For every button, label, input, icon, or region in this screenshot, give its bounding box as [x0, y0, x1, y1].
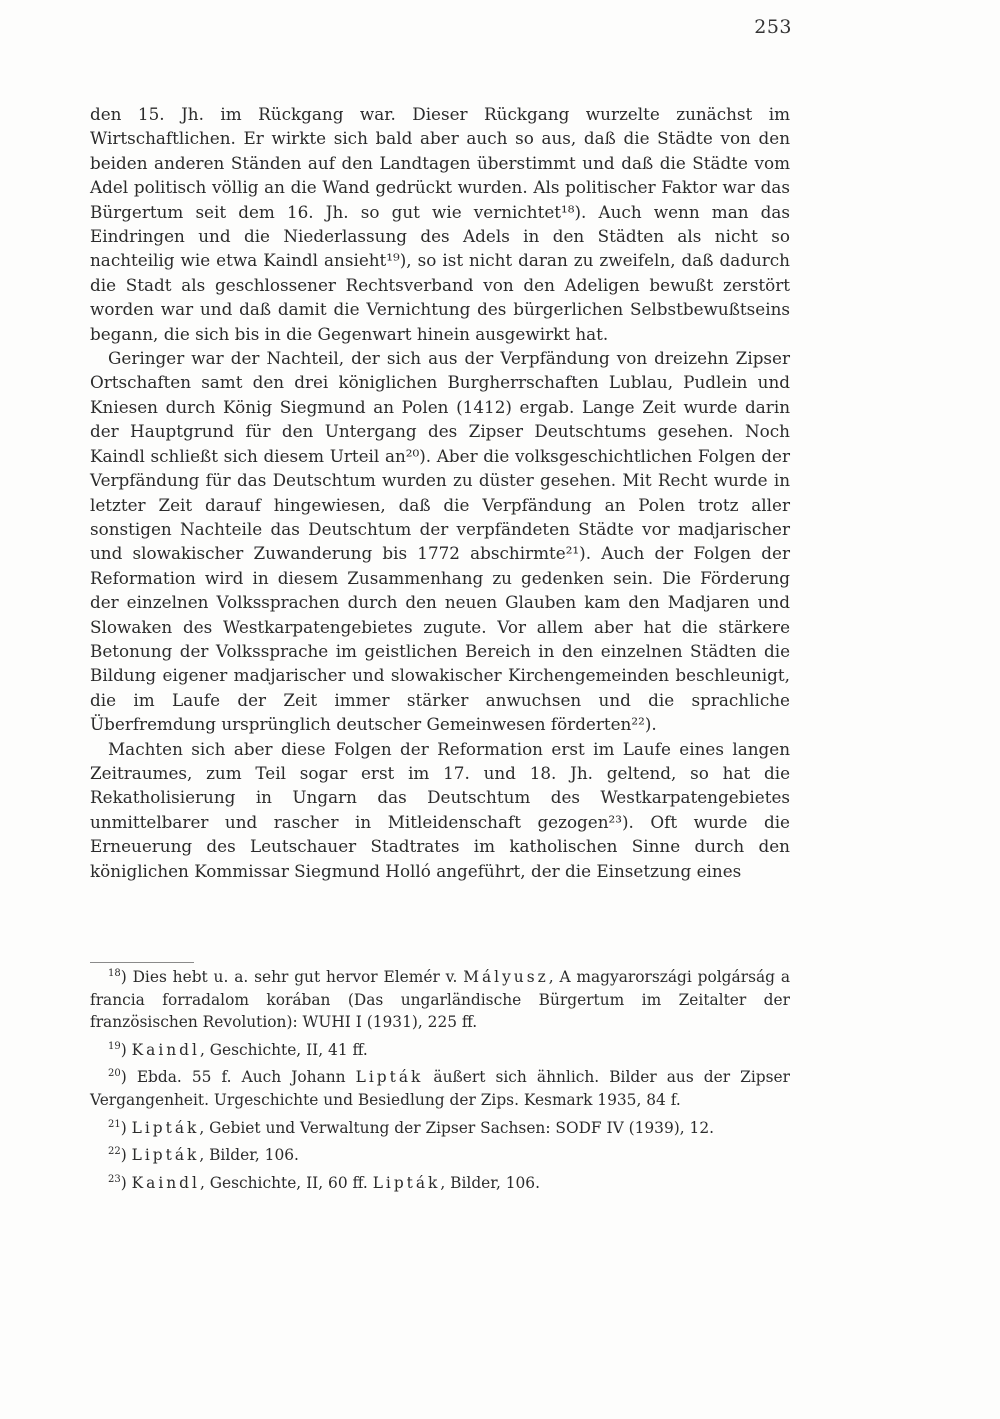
footnote-text: [132, 1146, 299, 1164]
author-name: Lipták: [131, 1118, 200, 1137]
footnotes: [90, 966, 790, 1199]
footnote-separator: [90, 962, 194, 963]
footnote-text: [132, 1119, 714, 1137]
body-text: [90, 102, 790, 883]
footnote-number: 21: [108, 1118, 121, 1130]
footnote-number: 22: [108, 1146, 121, 1158]
paragraph-3: Machten sich aber diese Folgen der Reformation erst im Laufe eines langen Zeitraumes, zum Teil sogar erst im 17. und 18. Jh. geltend, so hat die Rekatholisierung in Ungarn das Deutschtum des Westkarpatengebietes unmittelbarer und rascher in Mitleidenschaft gezogen²³). Oft wurde die Erneuerung des Leutschauer Stadtrates im katholischen Sinne durch den königlichen Kommissar Siegmund Holló angeführt, der die Einsetzung eines: [90, 738, 790, 881]
footnote-segment: Ebda. 55 f. Auch Johann: [136, 1068, 356, 1087]
paragraph-2: Geringer war der Nachteil, der sich aus der Verpfändung von dreizehn Zipser Ortschaften samt den drei königlichen Burgherrschaften Lublau, Pudlein und Kniesen durch König Siegmund an Polen (1412) ergab. Lange Zeit wurde darin der Hauptgrund für den Untergang des Zipser Deutschtums gesehen. Noch Kaindl schließt sich diesem Urteil an²⁰). Aber die volksgeschichtlichen Folgen der Verpfändung für das Deutschtum wurden zu düster gesehen. Mit Recht wurde in letzter Zeit darauf hingewiesen, daß die Verpfändung an Polen trotz aller sonstigen Nachteile das Deutschtum der verpfändeten Städte vor madjarischer und slowakischer Zuwanderung bis 1772 abschirmte²¹). Auch der Folgen der Reformation wird in diesem Zusammenhang zu gedenken sein. Die Förderung der einzelnen Volkssprachen durch den neuen Glauben kam den Madjaren und Slowaken des Westkarpatengebietes zugute. Vor allem aber hat die stärkere Betonung der Volkssprache im geistlichen Bereich in den einzelnen Städten die Bildung eigener madjarischer und slowakischer Kirchengemeinden beschleunigt, die im Laufe der Zeit immer stärker anwuchsen und die sprachliche Überfremdung ursprünglich deutscher Gemeinwesen förderten²²).: [90, 348, 790, 735]
footnote-number: 20: [108, 1068, 121, 1080]
footnote-number: 19: [108, 1040, 121, 1052]
author-name: Kaindl: [131, 1040, 200, 1059]
author-name: Kaindl: [131, 1173, 200, 1192]
footnote-text: [132, 1041, 368, 1059]
footnote-number: 18: [108, 967, 121, 979]
footnote-segment: äußert sich ähnlich. Bilder aus der Zipser Vergangenheit. Urgeschichte und Besiedlung der Zips. Kesmark 1935, 84 f.: [90, 1068, 791, 1109]
footnote-text: [90, 968, 790, 1031]
footnote-20: $^{20}$) Ebda. 55 f. Auch Johann Lipták äußert sich ähnlich. Bilder aus der Zipser Vergangenheit. Urgeschichte und Besiedlung der Zips. Kesmark 1935, 84 f.: [90, 1068, 791, 1109]
author-name: Lipták: [131, 1146, 200, 1165]
footnote-19: $^{19}$) Kaindl, Geschichte, II, 41 ff.: [108, 1040, 368, 1059]
footnote-segment: , A magyarországi polgárság a francia forradalom korában (Das ungarländische Bürgertum im Zeitalter der französischen Revolution): WUHI I (1931), 225 ff.: [90, 968, 790, 1032]
footnote-segment: , Bilder, 106.: [440, 1173, 540, 1192]
footnote-text: [132, 1174, 540, 1192]
paragraph-1: den 15. Jh. im Rückgang war. Dieser Rückgang wurzelte zunächst im Wirtschaftlichen. Er wirkte sich bald aber auch so aus, daß die Städte von den beiden anderen Ständen auf den Landtagen überstimmt und daß die Städte vom Adel politisch völlig an die Wand gedrückt wurden. Als politischer Faktor war das Bürgertum seit dem 16. Jh. so gut wie vernichtet¹⁸). Auch wenn man das Eindringen und die Niederlassung des Adels in den Städten als nicht so nachteilig wie etwa Kaindl ansieht¹⁹), so ist nicht daran zu zweifeln, daß dadurch die Stadt als geschlossener Rechtsverband von den Adeligen bewußt zerstört worden war und daß damit die Vernichtung des bürgerlichen Selbstbewußtseins begann, die sich bis in die Gegenwart hinein ausgewirkt hat.: [90, 104, 790, 344]
footnote-segment: , Gebiet und Verwaltung der Zipser Sachsen: SODF IV (1939), 12.: [199, 1118, 715, 1137]
author-name: Lipták: [372, 1173, 441, 1192]
author-name: Lipták: [355, 1068, 424, 1087]
page-number: 253: [754, 16, 792, 38]
author-name: Mályusz: [463, 968, 549, 986]
footnote-18: $^{18}$) Dies hebt u. a. sehr gut hervor Elemér v. Mályusz, A magyarországi polgárság a francia forradalom korában (Das ungarländische Bürgertum im Zeitalter der französischen Revolution): WUHI I (1931), 225 ff.: [90, 967, 790, 1032]
footnote-23: $^{23}$) Kaindl, Geschichte, II, 60 ff. Lipták, Bilder, 106.: [108, 1173, 540, 1192]
footnote-22: $^{22}$) Lipták, Bilder, 106.: [108, 1146, 299, 1165]
footnote-21: $^{21}$) Lipták, Gebiet und Verwaltung der Zipser Sachsen: SODF IV (1939), 12.: [108, 1118, 715, 1137]
footnote-number: 23: [108, 1173, 121, 1185]
footnote-segment: , Bilder, 106.: [199, 1146, 299, 1165]
footnote-segment: Dies hebt u. a. sehr gut hervor Elemér v.: [132, 968, 464, 986]
footnote-segment: , Geschichte, II, 41 ff.: [199, 1040, 368, 1059]
footnote-text: [90, 1068, 790, 1109]
footnote-segment: , Geschichte, II, 60 ff.: [199, 1173, 373, 1192]
